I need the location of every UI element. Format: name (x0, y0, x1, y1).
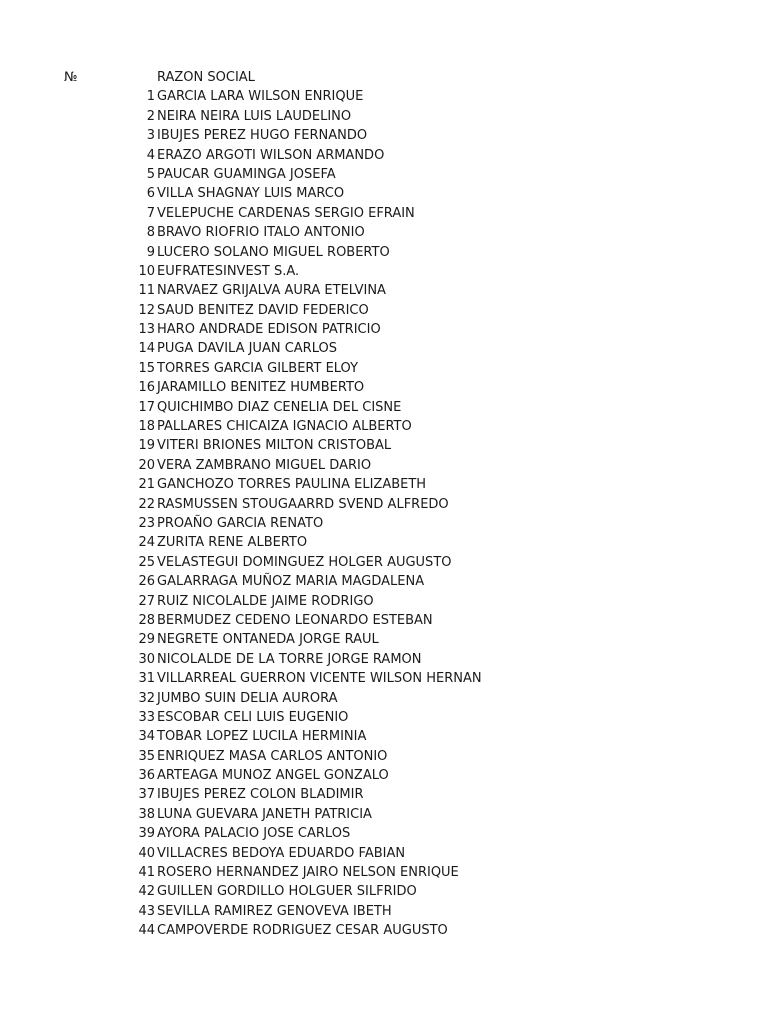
row-number: 29 (138, 632, 155, 648)
row-razon-social: IBUJES PEREZ HUGO FERNANDO (157, 128, 368, 144)
row-number: 31 (138, 671, 155, 687)
list-item (0, 204, 768, 223)
list-item (0, 107, 768, 126)
row-razon-social: VILLA SHAGNAY LUIS MARCO (157, 186, 345, 202)
row-number: 9 (146, 244, 155, 260)
row-number: 22 (138, 496, 155, 512)
row-number: 19 (138, 438, 155, 454)
row-razon-social: VITERI BRIONES MILTON CRISTOBAL (157, 438, 392, 454)
row-number: 33 (138, 709, 155, 725)
list-item (0, 417, 768, 436)
list-item (0, 281, 768, 300)
list-item (0, 921, 768, 940)
row-razon-social: VELASTEGUI DOMINGUEZ HOLGER AUGUSTO (157, 554, 452, 570)
number-column-header: № (64, 70, 78, 85)
row-number: 14 (138, 341, 155, 357)
list-item (0, 650, 768, 669)
list-item (0, 863, 768, 882)
row-razon-social: JUMBO SUIN DELIA AURORA (157, 690, 338, 706)
row-razon-social: VILLARREAL GUERRON VICENTE WILSON HERNAN (157, 671, 482, 687)
row-number: 41 (138, 865, 155, 881)
list-item (0, 611, 768, 630)
row-razon-social: RUIZ NICOLALDE JAIME RODRIGO (157, 593, 374, 609)
row-razon-social: RASMUSSEN STOUGAARRD SVEND ALFREDO (157, 496, 449, 512)
rows-container (0, 87, 768, 940)
list-item (0, 630, 768, 649)
row-razon-social: NEGRETE ONTANEDA JORGE RAUL (157, 632, 379, 648)
row-number: 16 (138, 380, 155, 396)
list-item (0, 882, 768, 901)
company-list-sheet (0, 68, 768, 941)
razon-social-column-header: RAZON SOCIAL (157, 70, 255, 85)
row-number: 36 (138, 768, 155, 784)
list-item (0, 184, 768, 203)
row-razon-social: HARO ANDRADE EDISON PATRICIO (157, 322, 381, 338)
row-razon-social: AYORA PALACIO JOSE CARLOS (157, 826, 351, 842)
row-razon-social: GARCIA LARA WILSON ENRIQUE (157, 89, 364, 105)
row-razon-social: PROAÑO GARCIA RENATO (157, 515, 324, 531)
row-razon-social: PAUCAR GUAMINGA JOSEFA (157, 166, 336, 182)
list-item (0, 592, 768, 611)
row-razon-social: NICOLALDE DE LA TORRE JORGE RAMON (157, 651, 422, 667)
list-item (0, 747, 768, 766)
row-razon-social: CAMPOVERDE RODRIGUEZ CESAR AUGUSTO (157, 923, 448, 939)
list-item (0, 378, 768, 397)
row-number: 13 (138, 322, 155, 338)
row-razon-social: GALARRAGA MUÑOZ MARIA MAGDALENA (157, 574, 425, 590)
row-number: 2 (146, 108, 155, 124)
row-number: 23 (138, 515, 155, 531)
row-number: 27 (138, 593, 155, 609)
list-item (0, 243, 768, 262)
list-item (0, 436, 768, 455)
row-number: 4 (146, 147, 155, 163)
list-item (0, 87, 768, 106)
row-number: 15 (138, 360, 155, 376)
list-item (0, 320, 768, 339)
list-item (0, 785, 768, 804)
row-number: 24 (138, 535, 155, 551)
row-number: 17 (138, 399, 155, 415)
list-item (0, 475, 768, 494)
list-item (0, 165, 768, 184)
row-number: 39 (138, 826, 155, 842)
row-number: 25 (138, 554, 155, 570)
list-item (0, 301, 768, 320)
row-razon-social: GANCHOZO TORRES PAULINA ELIZABETH (157, 477, 427, 493)
row-razon-social: PUGA DAVILA JUAN CARLOS (157, 341, 337, 357)
row-razon-social: SEVILLA RAMIREZ GENOVEVA IBETH (157, 903, 392, 919)
list-item (0, 727, 768, 746)
row-number: 30 (138, 651, 155, 667)
row-number: 40 (138, 845, 155, 861)
row-number: 28 (138, 612, 155, 628)
row-number: 10 (138, 263, 155, 279)
row-number: 8 (146, 225, 155, 241)
row-razon-social: GUILLEN GORDILLO HOLGUER SILFRIDO (157, 884, 417, 900)
row-razon-social: VELEPUCHE CARDENAS SERGIO EFRAIN (157, 205, 415, 221)
row-razon-social: TORRES GARCIA GILBERT ELOY (157, 360, 359, 376)
list-item (0, 553, 768, 572)
list-item (0, 126, 768, 145)
list-item (0, 824, 768, 843)
list-item (0, 708, 768, 727)
list-item (0, 262, 768, 281)
list-item (0, 689, 768, 708)
row-razon-social: IBUJES PEREZ COLON BLADIMIR (157, 787, 364, 803)
row-number: 3 (146, 128, 155, 144)
list-item (0, 398, 768, 417)
row-razon-social: EUFRATESINVEST S.A. (157, 263, 300, 279)
row-razon-social: ARTEAGA MUNOZ ANGEL GONZALO (157, 768, 389, 784)
row-number: 37 (138, 787, 155, 803)
row-number: 11 (138, 283, 155, 299)
row-razon-social: ROSERO HERNANDEZ JAIRO NELSON ENRIQUE (157, 865, 459, 881)
header-row (0, 68, 768, 87)
row-razon-social: ENRIQUEZ MASA CARLOS ANTONIO (157, 748, 388, 764)
list-item (0, 533, 768, 552)
row-razon-social: ERAZO ARGOTI WILSON ARMANDO (157, 147, 385, 163)
row-razon-social: ESCOBAR CELI LUIS EUGENIO (157, 709, 349, 725)
row-razon-social: ZURITA RENE ALBERTO (157, 535, 308, 551)
list-item (0, 766, 768, 785)
list-item (0, 572, 768, 591)
row-number: 12 (138, 302, 155, 318)
row-razon-social: TOBAR LOPEZ LUCILA HERMINIA (157, 729, 367, 745)
row-razon-social: QUICHIMBO DIAZ CENELIA DEL CISNE (157, 399, 402, 415)
list-item (0, 223, 768, 242)
row-razon-social: VERA ZAMBRANO MIGUEL DARIO (157, 457, 372, 473)
list-item (0, 339, 768, 358)
list-item (0, 146, 768, 165)
list-item (0, 805, 768, 824)
row-number: 18 (138, 419, 155, 435)
row-number: 5 (146, 166, 155, 182)
row-number: 44 (138, 923, 155, 939)
row-number: 1 (146, 89, 155, 105)
row-razon-social: LUNA GUEVARA JANETH PATRICIA (157, 806, 372, 822)
row-number: 7 (146, 205, 155, 221)
row-number: 34 (138, 729, 155, 745)
row-number: 21 (138, 477, 155, 493)
row-number: 43 (138, 903, 155, 919)
row-razon-social: NARVAEZ GRIJALVA AURA ETELVINA (157, 283, 386, 299)
row-razon-social: PALLARES CHICAIZA IGNACIO ALBERTO (157, 419, 412, 435)
row-number: 38 (138, 806, 155, 822)
row-razon-social: BRAVO RIOFRIO ITALO ANTONIO (157, 225, 365, 241)
row-razon-social: JARAMILLO BENITEZ HUMBERTO (157, 380, 365, 396)
row-razon-social: NEIRA NEIRA LUIS LAUDELINO (157, 108, 352, 124)
row-number: 35 (138, 748, 155, 764)
list-item (0, 495, 768, 514)
row-razon-social: SAUD BENITEZ DAVID FEDERICO (157, 302, 369, 318)
list-item (0, 902, 768, 921)
list-item (0, 514, 768, 533)
list-item (0, 359, 768, 378)
list-item (0, 844, 768, 863)
list-item (0, 669, 768, 688)
list-item (0, 456, 768, 475)
row-number: 6 (146, 186, 155, 202)
row-number: 42 (138, 884, 155, 900)
row-number: 26 (138, 574, 155, 590)
row-number: 20 (138, 457, 155, 473)
row-razon-social: LUCERO SOLANO MIGUEL ROBERTO (157, 244, 390, 260)
row-number: 32 (138, 690, 155, 706)
row-razon-social: VILLACRES BEDOYA EDUARDO FABIAN (157, 845, 406, 861)
row-razon-social: BERMUDEZ CEDENO LEONARDO ESTEBAN (157, 612, 433, 628)
